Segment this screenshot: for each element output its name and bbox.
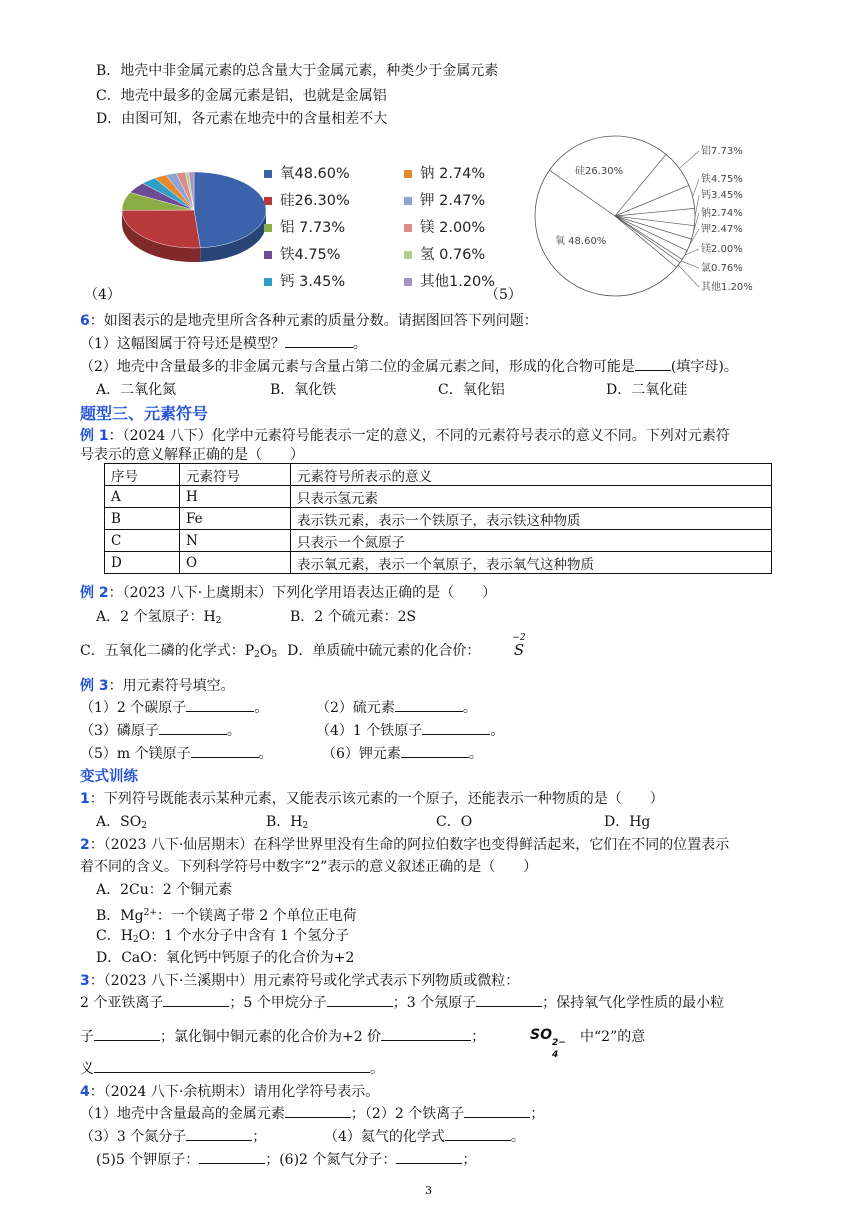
table-header: 序号	[105, 464, 180, 486]
sulfate-ion-symbol: SO 2− 4	[530, 1027, 566, 1060]
pie-divider	[549, 170, 615, 216]
page-number: 3	[425, 1184, 432, 1197]
legend-item	[264, 216, 345, 237]
pie-label: 钙3.45%	[701, 190, 743, 201]
example-3-row-3b: （6）钾元素 。	[322, 743, 483, 765]
legend-item	[404, 216, 485, 237]
pie-chart-3d	[118, 158, 268, 278]
pie-divider	[615, 216, 682, 259]
variant-3-line-3: 义 。	[80, 1058, 384, 1080]
table-header: 元素符号	[180, 464, 291, 486]
variant-2-stem-2: 着不同的含义。下列科学符号中数字“2”表示的意义叙述正确的是（ ）	[80, 859, 538, 875]
pie-label: 氯0.76%	[701, 263, 743, 274]
table-cell: B	[105, 508, 180, 530]
example-3-row-1b: （2）硫元素 。	[316, 697, 477, 719]
variant-3-line-1: 2 个亚铁离子 ；5 个甲烷分子 ；3 个氖原子 ；保持氧气化学性质的最小粒	[80, 992, 724, 1014]
symbol-meaning-table	[104, 463, 772, 574]
legend-swatch	[264, 224, 272, 232]
legend-swatch	[264, 251, 272, 259]
legend-label: 铝 7.73%	[280, 220, 346, 236]
variant-title: 变式训练	[80, 769, 138, 785]
valence-symbol: −2 S	[512, 633, 526, 659]
example-2-options-cd: C．五氧化二磷的化学式：$P_2O_5$ D．单质硫中硫元素的化合价：	[80, 643, 481, 660]
example-3-row-1: （1）2 个碳原子 。	[80, 697, 268, 719]
leader-line	[678, 265, 699, 287]
figure-4-label: （4）	[84, 287, 121, 303]
variant-1-options: A．$SO_2$ B．$H_2$ C．O D．Hg	[96, 814, 651, 831]
table-row	[105, 508, 772, 530]
legend-item	[404, 162, 485, 183]
leader-line	[685, 249, 699, 255]
variant-3-line-2-end: 中“2”的意	[580, 1029, 646, 1045]
example-3-row-2b: （4）1 个铁原子 。	[316, 720, 504, 742]
leader-line	[695, 195, 699, 217]
variant-1-stem: 1：下列符号既能表示某种元素，又能表示该元素的一个原子，还能表示一种物质的是（ ）	[80, 791, 664, 807]
section-title: 题型三、元素符号	[80, 404, 209, 423]
legend-label: 其他1.20%	[420, 274, 496, 290]
pie-label: 氧 48.60%	[555, 236, 607, 247]
table-cell: 只表示氢元素	[291, 486, 772, 508]
legend-item	[404, 270, 495, 291]
pie-divider	[615, 216, 692, 239]
variant-2-option-a: A．2Cu：2 个铜元素	[96, 882, 233, 898]
table-cell: 表示氧元素，表示一个氧原子，表示氧气这种物质	[291, 552, 772, 574]
table-cell: H	[180, 486, 291, 508]
legend-swatch	[264, 278, 272, 286]
table-cell: A	[105, 486, 180, 508]
legend-label: 硅26.30%	[280, 193, 350, 209]
variant-4-line-2: （3）3 个氮分子 ；	[80, 1126, 266, 1148]
leader-line	[679, 151, 699, 168]
pie-divider	[615, 154, 666, 216]
legend-item	[404, 189, 485, 210]
table-cell: C	[105, 530, 180, 552]
variant-2-option-d: D．CaO：氧化钙中钙原子的化合价为+2	[96, 950, 355, 966]
legend-label: 钾 2.47%	[420, 193, 486, 209]
pie-label: 钠2.74%	[701, 208, 743, 219]
variant-2-stem-1: 2：（2023 八下·仙居期末）在科学世界里没有生命的阿拉伯数字也变得鲜活起来，它们在不同的位置表示	[80, 837, 730, 853]
example-3-stem: 例 3：用元素符号填空。	[80, 678, 235, 694]
table-cell: O	[180, 552, 291, 574]
pie-label: 其他1.20%	[701, 282, 753, 293]
option-b: B．地壳中非金属元素的总含量大于金属元素，种类少于金属元素	[96, 63, 499, 79]
pie-divider	[615, 185, 689, 216]
legend-item	[404, 243, 485, 264]
table-header-row	[105, 464, 772, 486]
table-cell: Fe	[180, 508, 291, 530]
pie-chart-outline	[505, 134, 770, 304]
example-3-row-3: （5）m 个镁原子 。	[80, 743, 273, 765]
variant-2-option-b: B．$Mg^{2+}$：一个镁离子带 2 个单位正电荷	[96, 908, 357, 924]
variant-4-stem: 4：（2024 八下·余杭期末）请用化学符号表示。	[80, 1084, 380, 1100]
pie-label: 镁2.00%	[701, 244, 743, 255]
legend-label: 钙 3.45%	[280, 274, 346, 290]
legend-swatch	[404, 197, 412, 205]
legend-label: 镁 2.00%	[420, 220, 486, 236]
variant-3-line-2: 子 ；氯化铜中铜元素的化合价为+2 价 ；	[80, 1026, 485, 1048]
question-6-stem: 6：如图表示的是地壳里所含各种元素的质量分数。请据图回答下列问题：	[80, 313, 538, 329]
variant-3-stem: 3：（2023 八下·兰溪期中）用元素符号或化学式表示下列物质或微粒：	[80, 973, 520, 989]
legend-label: 氧48.60%	[280, 166, 350, 182]
option-c: C．地壳中最多的金属元素是铝，也就是金属铝	[96, 88, 387, 104]
option-d: D．由图可知，各元素在地壳中的含量相差不大	[96, 111, 388, 127]
table-cell: D	[105, 552, 180, 574]
legend-item	[264, 243, 341, 264]
table-cell: 表示铁元素，表示一个铁原子，表示铁这种物质	[291, 508, 772, 530]
variant-4-line-2b: （4）氦气的化学式 。	[324, 1126, 525, 1148]
leader-line	[690, 229, 699, 245]
table-row	[105, 552, 772, 574]
table-cell: N	[180, 530, 291, 552]
example-2-stem: 例 2：（2023 八下·上虞期末）下列化学用语表达正确的是（ ）	[80, 585, 497, 601]
legend-swatch	[264, 170, 272, 178]
table-row	[105, 530, 772, 552]
leader-line	[681, 261, 699, 268]
example-1-stem-2: 号表示的意义解释正确的是（ ）	[80, 447, 304, 463]
table-cell: 只表示一个氮原子	[291, 530, 772, 552]
example-2-options-ab: A．2 个氢原子：$H_2$ B．2 个硫元素：2S	[96, 609, 417, 626]
leader-line	[693, 179, 699, 197]
pie-label: 铁4.75%	[701, 174, 743, 185]
example-1-stem-1: 例 1：（2024 八下）化学中元素符号能表示一定的意义，不同的元素符号表示的意义不同。下列对元素符	[80, 428, 730, 444]
figure-5-label: （5）	[485, 287, 522, 303]
table-header: 元素符号所表示的意义	[291, 464, 772, 486]
question-6-options: A．二氧化氮 B．氧化铁 C．氧化铝 D．二氧化硅	[96, 382, 688, 398]
legend-swatch	[264, 197, 272, 205]
pie-legend	[264, 162, 504, 302]
legend-label: 钠 2.74%	[420, 166, 486, 182]
legend-swatch	[404, 224, 412, 232]
question-6-part-2: （2）地壳中含量最多的非金属元素与含量占第二位的金属元素之间，形成的化合物可能是 (填字母)。	[80, 356, 738, 378]
variant-4-line-3: (5)5 个钾原子： ；(6)2 个氮气分子： ；	[96, 1149, 476, 1171]
question-6-part-1: （1）这幅图属于符号还是模型？ 。	[80, 333, 367, 355]
legend-swatch	[404, 278, 412, 286]
leader-line	[693, 213, 699, 232]
legend-label: 氢 0.76%	[420, 247, 486, 263]
table-row	[105, 486, 772, 508]
legend-item	[264, 270, 345, 291]
legend-item	[264, 162, 350, 183]
pie-divider	[615, 216, 687, 251]
pie-divider	[615, 208, 695, 216]
pie-label: 硅26.30%	[575, 166, 624, 177]
example-3-row-2: （3）磷原子 。	[80, 720, 241, 742]
pie-label: 钾2.47%	[701, 224, 743, 235]
variant-4-line-1: （1）地壳中含量最高的金属元素 ；（2）2 个铁离子 ；	[80, 1103, 544, 1125]
pie-divider	[615, 216, 676, 267]
variant-2-option-c: C．$H_2O$：1 个水分子中含有 1 个氢分子	[96, 928, 350, 945]
pie-label: 铝7.73%	[701, 146, 743, 157]
legend-label: 铁4.75%	[280, 247, 341, 263]
legend-swatch	[404, 251, 412, 259]
legend-swatch	[404, 170, 412, 178]
legend-item	[264, 189, 350, 210]
